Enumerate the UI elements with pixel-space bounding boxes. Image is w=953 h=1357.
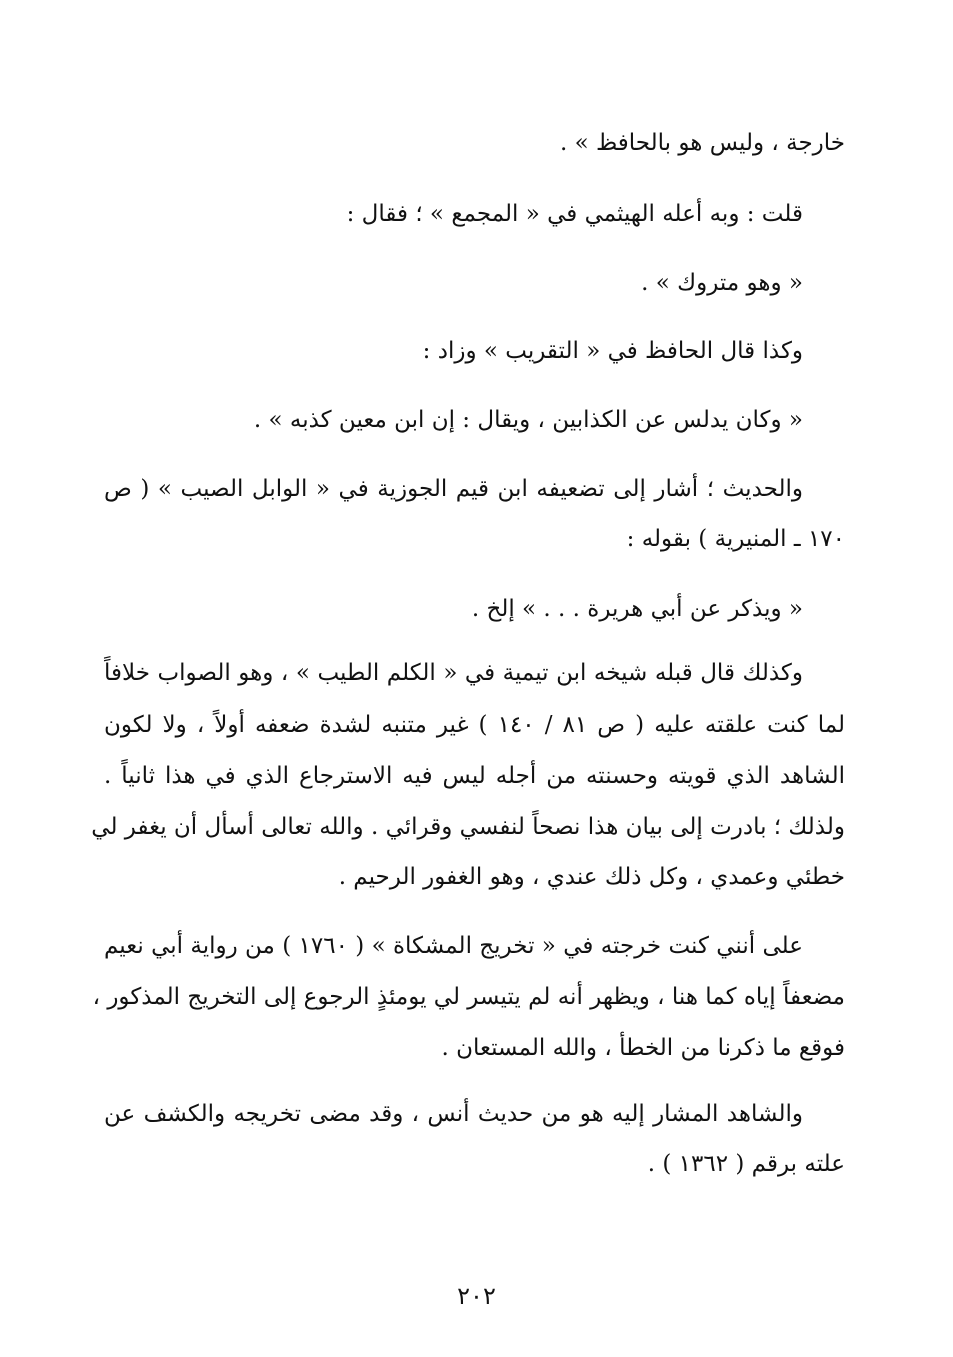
text-line: خارجة ، وليس هو بالحافظ » . — [559, 130, 845, 156]
text-line: مضعفاً إياه كما هنا ، ويظهر أنه لم يتيسر لي يومئذٍ الرجوع إلى التخريج المذكور ، — [92, 984, 845, 1010]
quote-line: « وهو متروك » . — [641, 270, 803, 296]
page-number: ٢٠٢ — [457, 1282, 496, 1310]
text-line: لما كنت علقته عليه ( ص ٨١ / ١٤٠ ) غير متنبه لشدة ضعفه أولاً ، ولا لكون — [104, 712, 846, 738]
text-line: وكذا قال الحافظ في « التقريب » وزاد : — [422, 338, 803, 364]
text-line: وكذلك قال قبله شيخه ابن تيمية في « الكلم الطيب » ، وهو الصواب خلافاً — [104, 660, 803, 686]
text-line: قلت : وبه أعله الهيثمي في « المجمع » ؛ فقال : — [346, 201, 803, 227]
quote-line: « ويذكر عن أبي هريرة . . . » إلخ . — [471, 596, 803, 622]
text-line: ١٧٠ ـ المنيرية ) بقوله : — [626, 526, 845, 552]
text-line: والشاهد المشار إليه هو من حديث أنس ، وقد مضى تخريجه والكشف عن — [104, 1101, 803, 1127]
text-line: على أنني كنت خرجته في « تخريج المشكاة » ( ١٧٦٠ ) من رواية أبي نعيم — [104, 933, 803, 959]
text-line: فوقع ما ذكرنا من الخطأ ، والله المستعان . — [441, 1035, 845, 1061]
quote-line: « وكان يدلس عن الكذابين ، ويقال : إن ابن معين كذبه » . — [253, 407, 803, 433]
text-line: والحديث ؛ أشار إلى تضعيفه ابن قيم الجوزية في « الوابل الصيب » ( ص — [104, 476, 803, 502]
text-line: علته برقم ( ١٣٦٢ ) . — [647, 1151, 845, 1177]
text-line: خطئي وعمدي ، وكل ذلك عندي ، وهو الغفور الرحيم . — [338, 864, 845, 890]
text-line: ولذلك ؛ بادرت إلى بيان هذا نصحاً لنفسي وقرائي . والله تعالى أسأل أن يغفر لي — [91, 814, 845, 840]
text-line: الشاهد الذي قويته وحسنته من أجله ليس فيه الاسترجاع الذي في هذا ثانياً . — [104, 763, 845, 789]
